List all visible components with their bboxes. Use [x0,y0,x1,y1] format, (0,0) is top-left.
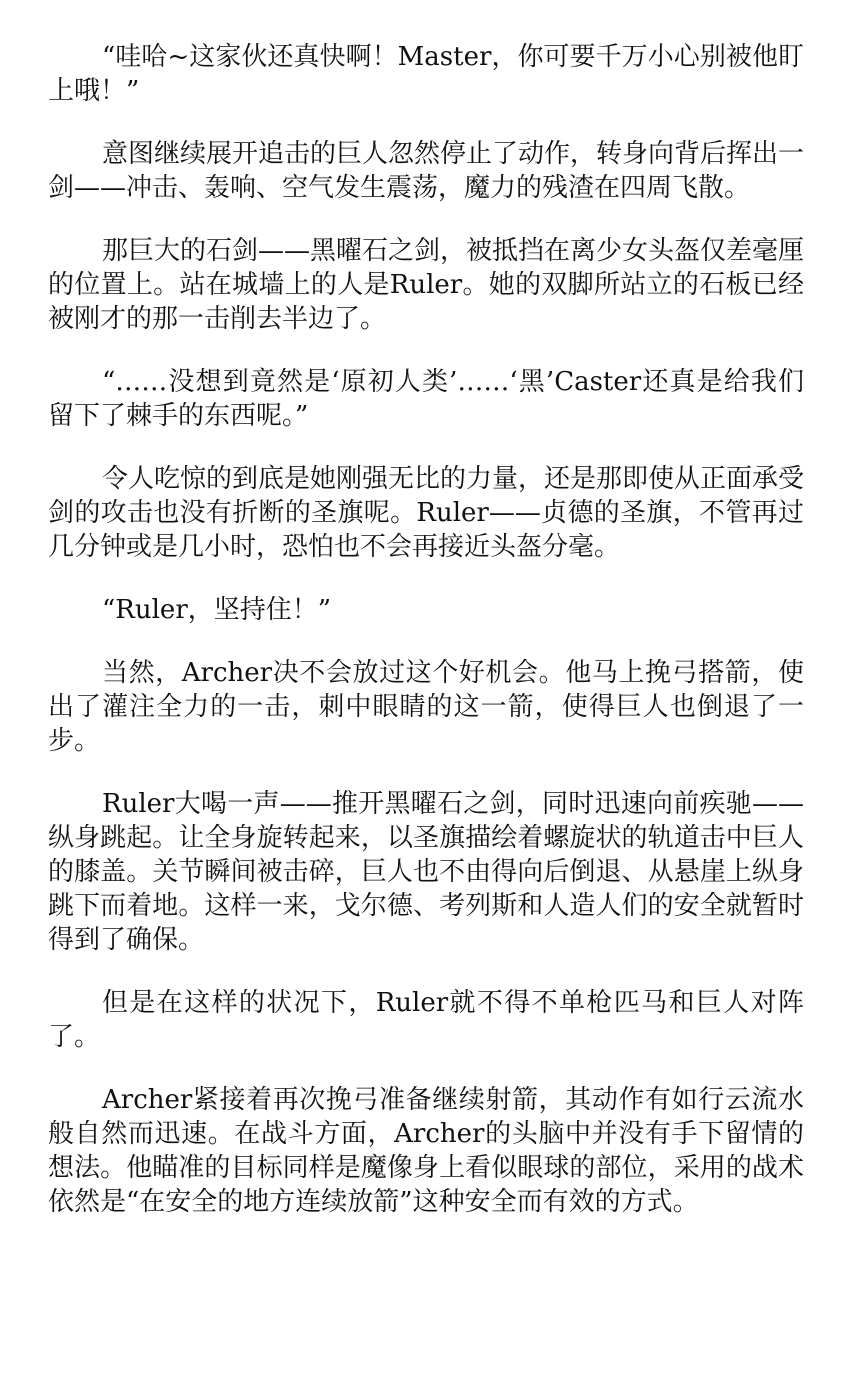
paragraph: 令人吃惊的到底是她刚强无比的力量，还是那即使从正面承受剑的攻击也没有折断的圣旗呢。Ruler——贞德的圣旗，不管再过几分钟或是几小时，恐怕也不会再接近头盔分毫。 [48,464,805,562]
paragraph: Ruler大喝一声——推开黑曜石之剑，同时迅速向前疾驰——纵身跳起。让全身旋转起来，以圣旗描绘着螺旋状的轨道击中巨人的膝盖。关节瞬间被击碎，巨人也不由得向后倒退、从悬崖上纵身跳下而着地。这样一来，戈尔德、考列斯和人造人们的安全就暂时得到了确保。 [48,789,804,955]
paragraph: Archer紧接着再次挽弓准备继续射箭，其动作有如行云流水般自然而迅速。在战斗方面，Archer的头脑中并没有手下留情的想法。他瞄准的目标同样是魔像身上看似眼球的部位，采用的战术依然是“在安全的地方连续放箭”这种安全而有效的方式。 [48,1085,804,1217]
paragraph: “哇哈~这家伙还真快啊！Master，你可要千万小心别被他盯上哦！” [48,42,804,106]
paragraph: 当然，Archer决不会放过这个好机会。他马上挽弓搭箭，使出了灌注全力的一击，刺中眼睛的这一箭，使得巨人也倒退了一步。 [48,658,804,756]
paragraph: 但是在这样的状况下，Ruler就不得不单枪匹马和巨人对阵了。 [48,988,804,1052]
document-page [48,40,804,1248]
paragraph: 意图继续展开追击的巨人忽然停止了动作，转身向背后挥出一剑——冲击、轰响、空气发生震荡，魔力的残渣在四周飞散。 [48,139,805,203]
paragraph: 那巨大的石剑——黑曜石之剑，被抵挡在离少女头盔仅差毫厘的位置上。站在城墙上的人是Ruler。她的双脚所站立的石板已经被刚才的那一击削去半边了。 [48,236,805,334]
paragraph: “……没想到竟然是‘原初人类’……‘黑’Caster还真是给我们留下了棘手的东西呢。” [48,367,804,431]
paragraph: “Ruler，坚持住！” [102,595,332,625]
